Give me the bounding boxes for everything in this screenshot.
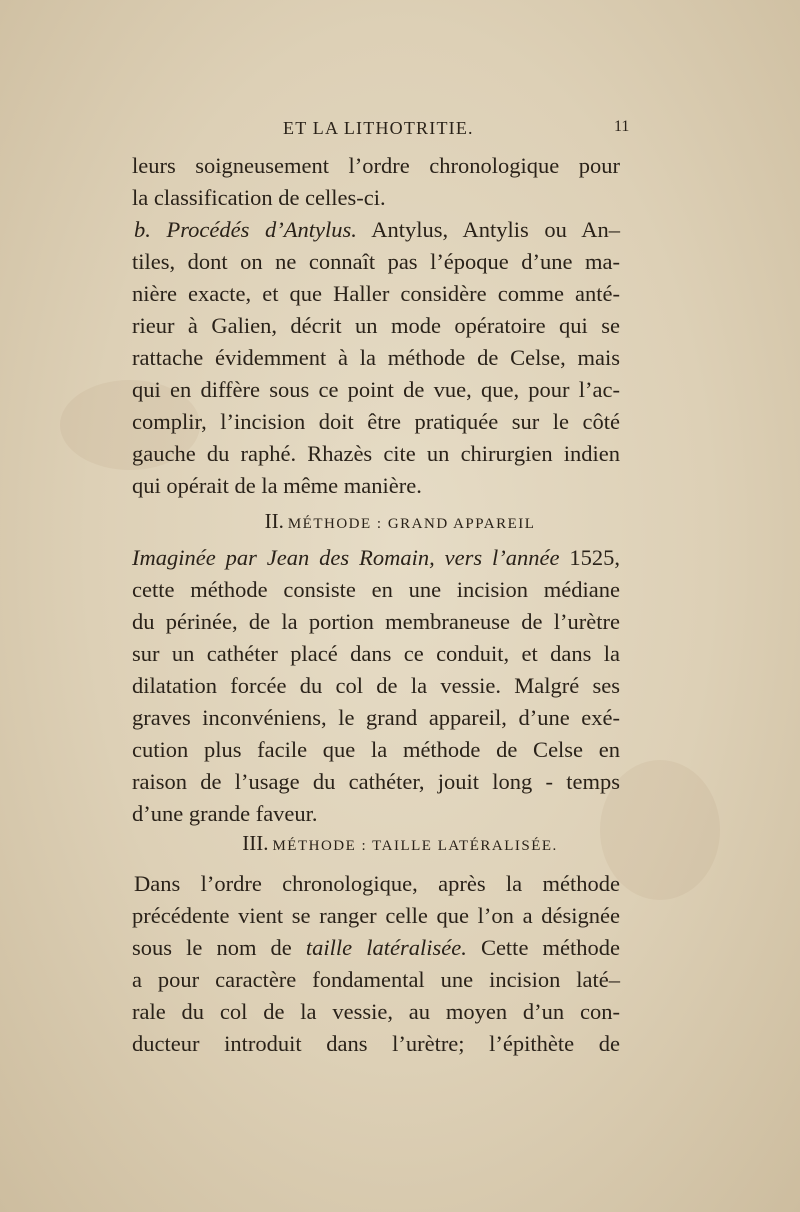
text-fragment: sous le nom de bbox=[132, 935, 306, 960]
text-line: rattache évidemment à la méthode de Celse, mais bbox=[132, 345, 620, 370]
text-line: complir, l’incision doit être pratiquée sur le côté bbox=[132, 409, 620, 434]
text-line: du périnée, de la portion membraneuse de l’urètre bbox=[132, 609, 620, 634]
paragraph-grand-appareil bbox=[132, 542, 620, 830]
text-line: raison de l’usage du cathéter, jouit long - temps bbox=[132, 769, 620, 794]
text-line: cette méthode consiste en une incision médiane bbox=[132, 577, 620, 602]
running-title: ET LA LITHOTRITIE. bbox=[283, 118, 474, 138]
heading-title: MÉTHODE : GRAND APPAREIL bbox=[287, 516, 536, 532]
text-fragment: taille latéralisée. bbox=[305, 935, 467, 960]
section-heading-taille-lateralisee bbox=[0, 828, 800, 858]
text-line: précédente vient se ranger celle que l’on a désignée bbox=[132, 903, 620, 928]
text-fragment: 1525, bbox=[559, 545, 621, 570]
text-line: cution plus facile que la méthode de Celse en bbox=[132, 737, 620, 762]
text-fragment: Antylus, Antylis ou An– bbox=[356, 217, 620, 242]
text-line: la classification de celles-ci. bbox=[132, 185, 386, 210]
subsection-label: b. Procédés d’Antylus. bbox=[134, 217, 357, 242]
text-line: qui en diffère sous ce point de vue, que, pour l’ac- bbox=[132, 377, 620, 402]
running-header bbox=[0, 114, 800, 144]
heading-title: MÉTHODE : TAILLE LATÉRALISÉE. bbox=[272, 838, 558, 854]
section-heading-grand-appareil bbox=[0, 506, 800, 536]
text-line: graves inconvéniens, le grand appareil, d’une exé- bbox=[132, 705, 620, 730]
page-number: 11 bbox=[614, 118, 630, 135]
text-line: leurs soigneusement l’ordre chronologique pour bbox=[132, 153, 620, 178]
heading-number: III. bbox=[242, 831, 269, 855]
text-line: d’une grande faveur. bbox=[132, 801, 318, 826]
heading-number: II. bbox=[264, 509, 284, 533]
text-line bbox=[132, 932, 620, 964]
text-line: qui opérait de la même manière. bbox=[132, 473, 422, 498]
text-fragment: Imaginée par Jean des Romain, vers l’année bbox=[132, 545, 560, 570]
paragraph-antylus bbox=[132, 150, 620, 502]
text-line: ducteur introduit dans l’urètre; l’épithète de bbox=[132, 1031, 620, 1056]
text-line bbox=[132, 214, 620, 246]
text-line: rale du col de la vessie, au moyen d’un con- bbox=[132, 999, 620, 1024]
text-line: rieur à Galien, décrit un mode opératoire qui se bbox=[132, 313, 620, 338]
text-line bbox=[132, 542, 620, 574]
paragraph-taille-lateralisee bbox=[132, 868, 620, 1060]
text-line: dilatation forcée du col de la vessie. Malgré ses bbox=[132, 673, 620, 698]
text-line: Dans l’ordre chronologique, après la méthode bbox=[134, 871, 620, 896]
text-line: tiles, dont on ne connaît pas l’époque d’une ma- bbox=[132, 249, 620, 274]
text-line: nière exacte, et que Haller considère comme anté- bbox=[132, 281, 620, 306]
text-fragment: Cette méthode bbox=[466, 935, 620, 960]
text-line: sur un cathéter placé dans ce conduit, et dans la bbox=[132, 641, 620, 666]
text-line: a pour caractère fondamental une incision laté– bbox=[132, 967, 620, 992]
text-line: gauche du raphé. Rhazès cite un chirurgien indien bbox=[132, 441, 620, 466]
